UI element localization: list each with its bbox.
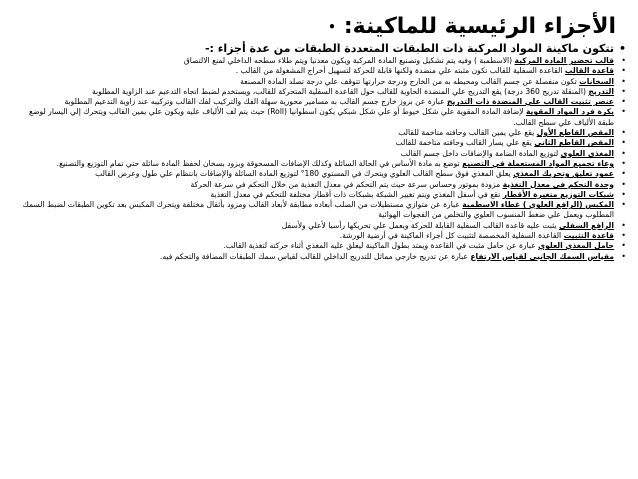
item-key: المكبس (الرافع العلوي ) غطاء الاسطمبة bbox=[462, 200, 614, 210]
list-item bbox=[16, 128, 626, 138]
item-key: عنصر تثبيت القالب علي المنضدة ذات التدريج bbox=[447, 97, 614, 107]
item-text: تتكون ماكينة المواد المركبة ذات الطبقات المتعددة الطبقات من عدة أجزاء :- bbox=[204, 42, 614, 55]
item-key: وعاء تجميع المواد المستعملة في التصنيع bbox=[462, 158, 614, 168]
list-item bbox=[16, 241, 626, 251]
item-key: بكرة فرد المواد المقوية bbox=[525, 107, 614, 117]
list-item bbox=[16, 97, 626, 107]
item-key: الرافع السفلي bbox=[558, 220, 614, 230]
list-item bbox=[16, 190, 626, 200]
item-text: عبارة عن حامل مثبت في القاعدة ويمتد بطول الماكينة ليعلق عليه المغذي أثناء حركته لتغذية القالب. bbox=[223, 241, 536, 251]
item-text: يقع علي يسار القالب وحافته متاخمة للقالب bbox=[395, 138, 532, 148]
list-item bbox=[16, 77, 626, 87]
item-key: التدريج bbox=[588, 86, 614, 96]
list-item bbox=[16, 159, 626, 169]
list-item bbox=[16, 107, 626, 128]
title-bullet: • bbox=[328, 20, 336, 34]
item-text: عبارة عن متوازي مستطيلات من الصلب أبعاده مطابقة لأبعاد القالب ومزود بأثقال مختلفة ويتحرك المكبس بعد تكوين الطبقات لضبط السمك المطلوب ويعمل علي ضغط المنسوب العلوي والتخلص من الفجوات الهوائية bbox=[22, 200, 614, 220]
list-item bbox=[16, 221, 626, 231]
item-text: القاعدة السفلية للقالب تكون مثبته علي منضدة ولكنها قابلة للحركة لتسهيل أخراج المشغولة من القالب . bbox=[235, 66, 563, 76]
item-key: قاعدة القالب bbox=[564, 66, 614, 76]
item-text: مزودة بموتور وحساس سرعة حيث يتم التحكم في معدل التغذية من خلال التحكم في سرعة الحركة bbox=[190, 179, 501, 189]
list-item bbox=[16, 149, 626, 159]
item-text: لإضافة المادة المقوية علي شكل خيوط أو علي شكل شبكي يكون اسطوانيا (Roll) حيث يتم لف الألياف عليه ويكون علي يمين القالب ويتحرك إلي اليسار لوضع طبقة الألياف علي سطح القالب. bbox=[29, 107, 614, 127]
slide-title bbox=[22, 12, 616, 42]
list-item bbox=[16, 169, 626, 179]
item-key: السخانات bbox=[579, 76, 614, 86]
item-text: تقع في أسفل المغذي ويتم تغيير الشبكة بشبكات ذات أقطار مختلفة للتحكم في معدل التغذية bbox=[210, 189, 501, 199]
item-key: حامل المغذي العلوي bbox=[538, 241, 614, 251]
item-text: لتوزيع المادة الضامة والإضافات داخل جسم القالب bbox=[400, 148, 559, 158]
item-text: القاعدة السفلية المخصصة لتثبيت كل أجزاء الماكينة في أرضية الورشة. bbox=[339, 231, 562, 241]
item-text: يثبت عليه قاعدة القالب السفلية القابلة للحركة ويعمل علي تحريكها رأسيا لأعلي ولأسفل bbox=[281, 220, 557, 230]
item-text: (الاسطمبة ) وفيه يتم تشكيل وتصنيع المادة المركبة ويكون معدنيا ويتم طلاء سطحه الداخلي لمنع الالتصاق bbox=[183, 56, 513, 65]
list-item bbox=[16, 180, 626, 190]
item-text: (المنقلة تدريج 360 درجة) يقع التدريج علي المنضدة الحاوية للقالب حول القاعدة السفلية المتحركة للقالب، ويستخدم لضبط اتجاه التدعيم عند الزاوية المطلوبة bbox=[91, 86, 586, 96]
item-text: تكون منفصلة عن جسم القالب ومحيطه به من الخارج ودرجة حرارتها تتوقف علي درجة تصلد المادة المصنعة bbox=[240, 76, 577, 86]
list-item bbox=[16, 42, 626, 56]
list-item bbox=[16, 200, 626, 221]
item-key: المقص القاطع الثاني bbox=[534, 138, 614, 148]
item-key: وحدة التحكم في معدل التغذية bbox=[502, 179, 614, 189]
list-item bbox=[16, 66, 626, 76]
item-text: عبارة عن تدريج خارجي مماثل للتدريج الداخلي للقالب لقياس سمك الطبقات المضافة والتحكم فيه. bbox=[159, 251, 468, 261]
parts-list bbox=[16, 42, 626, 262]
title-text: الأجزاء الرئيسية للماكينة: bbox=[343, 14, 616, 39]
item-key: المقص القاطع الأول bbox=[536, 128, 614, 138]
item-text: عبارة عن بروز خارج جسم القالب به مسامير محورية سهلة الفك والتركيب لفك القالب وتركيبه عند زاوية التدعيم المطلوبة bbox=[64, 97, 445, 107]
item-text: يقع علي يمين القالب وحافته متاخمة للقالب bbox=[398, 128, 535, 138]
list-item bbox=[16, 231, 626, 241]
list-item bbox=[16, 252, 626, 262]
list-item bbox=[16, 138, 626, 148]
list-item bbox=[16, 56, 626, 66]
item-key: عمود تعليق وتحريك المغذي bbox=[513, 169, 614, 179]
list-item bbox=[16, 87, 626, 97]
item-text: توضع به مادة الأساس في الحالة السائلة وكذلك الإضافات المسحوقة ويزود بسخان لحفظ المادة سائلة حتي تمام التوزيع والتصنيع. bbox=[56, 158, 460, 168]
item-key: شبكات التوزيع متغيرة الأقطار bbox=[502, 189, 614, 199]
item-key: قاعدة التثبيت bbox=[563, 231, 614, 241]
item-key: المغذي العلوي bbox=[560, 148, 614, 158]
item-key: مقياس السمك الجانبي لقياس الارتفاع bbox=[470, 251, 614, 261]
item-key: قالب تحضير المادة المركبة bbox=[514, 56, 614, 65]
item-text: يعلق المغذي فوق سطح القالب العلوي ويتحرك في المستوي 180° لتوزيع المادة السائلة والإضافات بانتظام علي طول وعرض القالب bbox=[95, 169, 511, 179]
